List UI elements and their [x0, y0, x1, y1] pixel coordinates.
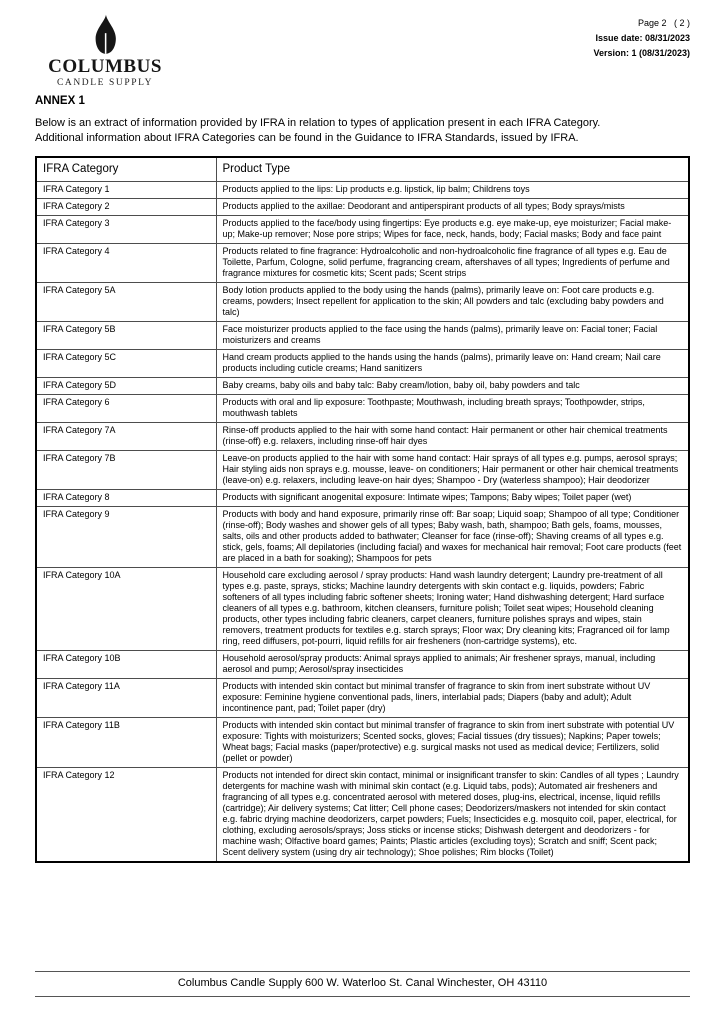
product-type-cell: Leave-on products applied to the hair with some hand contact: Hair sprays of all types e.g. pumps, aerosol sprays; Hair styling aids non sprays e.g. mousse, leave- on conditioners; Hair permanent or other hair chemical treatments (leave-on) e.g. relaxers, including leave-on hair dyes; Shampoo - Dry (waterless shampoo); Hair deodorizer [216, 451, 689, 490]
ifra-category-cell: IFRA Category 11A [36, 679, 216, 718]
flame-icon [92, 13, 119, 56]
product-type-cell: Body lotion products applied to the body using the hands (palms), primarily leave on: Foot care products e.g. creams, powders; Insect repellent for application to the skin; All powders and talc (excluding baby powders and talc) [216, 283, 689, 322]
table-row [36, 718, 689, 768]
product-type-cell: Rinse-off products applied to the hair with some hand contact: Hair permanent or other hair chemical treatments (rinse-off) e.g. relaxers, including rinse-off hair dyes [216, 423, 689, 451]
table-row [36, 568, 689, 651]
ifra-category-cell: IFRA Category 5C [36, 350, 216, 378]
intro-paragraph [35, 116, 690, 146]
product-type-cell: Products with intended skin contact but minimal transfer of fragrance to skin from inert substrate with potential UV exposure: Tights with moisturizers; Scented socks, gloves; Facial tissues (dry tissues); Napkins; Paper towels; Wheat bags; Facial masks (paper/protective) e.g. surgical masks not used as medical device; Fertilizers, solid (pellet or powder) [216, 718, 689, 768]
intro-line-2: Additional information about IFRA Categories can be found in the Guidance to IFRA Standards, issued by IFRA. [35, 132, 579, 144]
table-row [36, 182, 689, 199]
product-type-cell: Products applied to the axillae: Deodorant and antiperspirant products of all types; Body sprays/mists [216, 199, 689, 216]
table-row [36, 679, 689, 718]
column-header-product-type: Product Type [216, 157, 689, 182]
product-type-cell: Hand cream products applied to the hands using the hands (palms), primarily leave on: Hand cream; Nail care products including cuticle creams; Hand sanitizers [216, 350, 689, 378]
ifra-category-cell: IFRA Category 10A [36, 568, 216, 651]
table-row [36, 451, 689, 490]
table-row [36, 423, 689, 451]
version: Version: 1 (08/31/2023) [593, 48, 690, 58]
ifra-category-cell: IFRA Category 3 [36, 216, 216, 244]
product-type-cell: Products related to fine fragrance: Hydroalcoholic and non-hydroalcoholic fine fragrance of all types e.g. Eau de Toilette, Parfum, Cologne, solid perfume, fragrancing cream, aftershaves of all types; Ingredients of perfume and fragrance mixtures for cosmetic kits; Scent pads; Scent strips [216, 244, 689, 283]
ifra-category-cell: IFRA Category 2 [36, 199, 216, 216]
ifra-category-cell: IFRA Category 7A [36, 423, 216, 451]
table-row [36, 651, 689, 679]
page-header [35, 13, 690, 88]
ifra-category-cell: IFRA Category 5B [36, 322, 216, 350]
table-row [36, 378, 689, 395]
logo-company-subtitle: CANDLE SUPPLY [56, 78, 154, 88]
document-meta [593, 16, 690, 61]
product-type-cell: Household care excluding aerosol / spray products: Hand wash laundry detergent; Laundry pre-treatment of all types e.g. paste, sprays, sticks; Machine laundry detergents with skin contact e.g. liquids, powders; Fabric softeners of all types including fabric softener sheets; Ironing water; Hand dishwashing detergent; Hard surface cleaners of all types e.g. bathroom, kitchen cleansers, furniture polish; Toilet seat wipes; Household cleaning products, other types including fabric cleaners, carpet cleaners, furniture polishes sprays and wipes, stain removers, treatment products for textiles e.g. starch sprays; Floor wax; Dry cleaning kits; Fragranced oil for lamp ring, reed diffusers, pot-pourri, liquid refills for air fresheners (non-cartridge systems), etc. [216, 568, 689, 651]
table-row [36, 199, 689, 216]
table-header-row [36, 157, 689, 182]
ifra-category-table [35, 156, 690, 863]
product-type-cell: Products with body and hand exposure, primarily rinse off: Bar soap; Liquid soap; Shampoo of all type; Conditioner (rinse-off); Body washes and shower gels of all types; Baby wash, bath, shampoo; Bath gels, foams, mousses, salts, oils and other products added to bathwater; Cleanser for face (rinse-off); Shaving creams of all types e.g. stick, gels, foams; All depilatories (including facial) and waxes for mechanical hair removal; Foot care products (feet are placed in a bath for soaking); Shampoos for pets [216, 507, 689, 568]
ifra-category-cell: IFRA Category 6 [36, 395, 216, 423]
logo-company-name: COLUMBUS [48, 56, 162, 77]
ifra-category-cell: IFRA Category 4 [36, 244, 216, 283]
footer-address: Columbus Candle Supply 600 W. Waterloo St. Canal Winchester, OH 43110 [177, 977, 548, 989]
product-type-cell: Products with significant anogenital exposure: Intimate wipes; Tampons; Baby wipes; Toilet paper (wet) [216, 490, 689, 507]
product-type-cell: Products with intended skin contact but minimal transfer of fragrance to skin from inert substrate without UV exposure: Feminine hygiene conventional pads, liners, interlabial pads; Diapers (baby and adult); Adult incontinence pant, pad; Toilet paper (dry) [216, 679, 689, 718]
product-type-cell: Products applied to the lips: Lip products e.g. lipstick, lip balm; Childrens toys [216, 182, 689, 199]
company-logo [45, 13, 165, 88]
table-row [36, 216, 689, 244]
intro-line-1: Below is an extract of information provided by IFRA in relation to types of application present in each IFRA Category. [35, 117, 601, 129]
table-row [36, 395, 689, 423]
product-type-cell: Face moisturizer products applied to the face using the hands (palms), primarily leave on: Facial toner; Facial moisturizers and creams [216, 322, 689, 350]
page-number: Page 2 ( 2 ) [637, 18, 690, 28]
ifra-category-cell: IFRA Category 11B [36, 718, 216, 768]
table-row [36, 350, 689, 378]
product-type-cell: Products applied to the face/body using fingertips: Eye products e.g. eye make-up, eye moisturizer; Facial make-up; Make-up remover; Nose pore strips; Wipes for face, neck, hands, body; Facial masks; Body and face paint [216, 216, 689, 244]
product-type-cell: Baby creams, baby oils and baby talc: Baby cream/lotion, baby oil, baby powders and talc [216, 378, 689, 395]
table-row [36, 490, 689, 507]
ifra-category-cell: IFRA Category 10B [36, 651, 216, 679]
product-type-cell: Products with oral and lip exposure: Toothpaste; Mouthwash, including breath sprays; Toothpowder, strips, mouthwash tablets [216, 395, 689, 423]
table-row [36, 768, 689, 863]
annex-title: ANNEX 1 [35, 95, 85, 107]
product-type-cell: Household aerosol/spray products: Animal sprays applied to animals; Air freshener sprays, manual, including aerosol and pump; Aerosol/spray insecticides [216, 651, 689, 679]
ifra-category-cell: IFRA Category 7B [36, 451, 216, 490]
ifra-category-cell: IFRA Category 5D [36, 378, 216, 395]
ifra-category-cell: IFRA Category 9 [36, 507, 216, 568]
table-row [36, 322, 689, 350]
ifra-category-cell: IFRA Category 1 [36, 182, 216, 199]
table-row [36, 283, 689, 322]
ifra-category-cell: IFRA Category 8 [36, 490, 216, 507]
table-row [36, 244, 689, 283]
table-row [36, 507, 689, 568]
page-footer [35, 971, 690, 997]
ifra-category-cell: IFRA Category 5A [36, 283, 216, 322]
ifra-category-cell: IFRA Category 12 [36, 768, 216, 863]
product-type-cell: Products not intended for direct skin contact, minimal or insignificant transfer to skin: Candles of all types ; Laundry detergents for machine wash with minimal skin contact (e.g. Liquid tabs, pods); Automated air fresheners and fragrancing of all types e.g. concentrated aerosol with metered doses, plug-ins, electrical, incense, liquid refills (cartridge); Air delivery systems; Cat litter; Cell phone cases; Deodorizers/maskers not intended for skin contact e.g. fabric drying machine deodorizers, carpet powders; Fuels; Insecticides e.g. mosquito coil, paper, electrical, for clothing, excluding aerosols/sprays; Joss sticks or incense sticks; Dishwash detergent and deodorizers - for machine wash; Olfactive board games; Paints; Plastic articles (excluding toys); Scratch and sniff; Scent pack; Scent delivery system (using dry air technology); Shoe polishes; Rim blocks (Toilet) [216, 768, 689, 863]
column-header-ifra-category: IFRA Category [36, 157, 216, 182]
issue-date: Issue date: 08/31/2023 [595, 33, 690, 43]
